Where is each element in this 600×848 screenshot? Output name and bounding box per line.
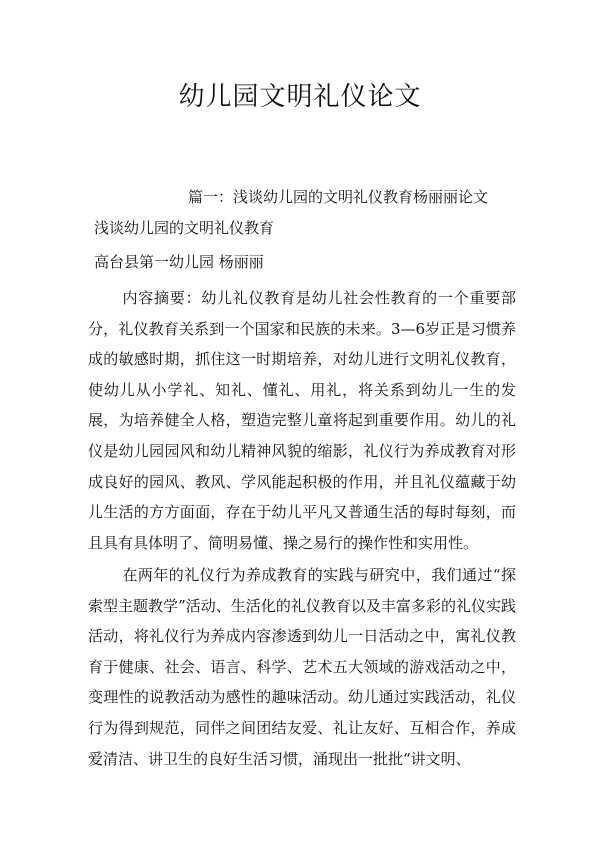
article-subtitle: 浅谈幼儿园的文明礼仪教育 [94, 219, 275, 237]
abstract-paragraph: 内容摘要：幼儿礼仪教育是幼儿社会性教育的一个重要部分，礼仪教育关系到一个国家和民族的未来。3—6岁正是习惯养成的敏感时期，抓住这一时期培养，对幼儿进行文明礼仪教育，使幼儿从小学礼、知礼、懂礼、用礼，将关系到幼儿一生的发展，为培养健全人格，塑造完整儿童将起到重要作用。幼儿的礼仪是幼儿园园风和幼儿精神风貌的缩影，礼仪行为养成教育对形成良好的园风、教风、学风能起积极的作用，并且礼仪蕴藏于幼儿生活的方方面面，存在于幼儿平凡又普通生活的每时每刻，而且具有具体明了、简明易懂、操之易行的操作性和实用性。 [88, 289, 516, 552]
body-paragraph: 在两年的礼仪行为养成教育的实践与研究中，我们通过“探索型主题教学”活动、生活化的礼仪教育以及丰富多彩的礼仪实践活动，将礼仪行为养成内容渗透到幼儿一日活动之中，寓礼仪教育于健康、社会、语言、科学、艺术五大领域的游戏活动之中，变理性的说教活动为感性的趣味活动。幼儿通过实践活动，礼仪行为得到规范，同伴之间团结友爱、礼让友好、互相合作，养成爱清洁、讲卫生的良好生活习惯，涌现出一批批“讲文明、 [88, 566, 516, 768]
document-title: 幼儿园文明礼仪论文 [178, 82, 422, 112]
author-line: 高台县第一幼儿园 杨丽丽 [94, 253, 264, 271]
chapter-heading: 篇一：浅谈幼儿园的文明礼仪教育杨丽丽论文 [188, 188, 489, 206]
